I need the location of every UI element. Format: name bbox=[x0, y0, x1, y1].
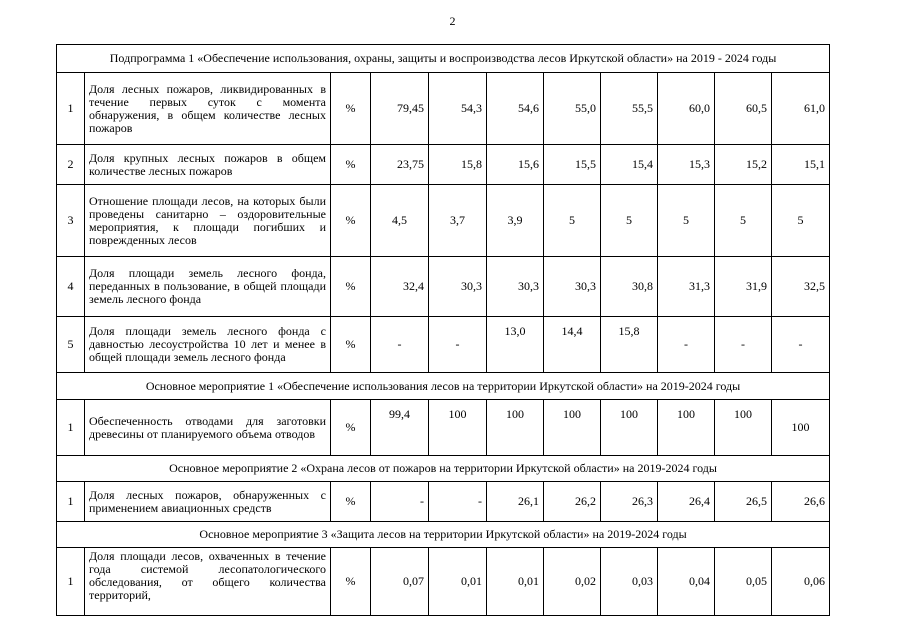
table-row bbox=[57, 185, 830, 257]
value-cell: 5 bbox=[601, 185, 658, 257]
unit-cell: % bbox=[331, 317, 371, 373]
unit-cell: % bbox=[331, 548, 371, 616]
indicator-description: Доля лесных пожаров, обнаруженных с применением авиационных средств bbox=[85, 482, 331, 522]
row-number: 5 bbox=[57, 317, 85, 373]
value-cell: 23,75 bbox=[371, 145, 429, 185]
activity1-header-row bbox=[57, 373, 830, 400]
row-number: 1 bbox=[57, 548, 85, 616]
row-number: 2 bbox=[57, 145, 85, 185]
value-cell: 54,6 bbox=[487, 73, 544, 145]
value-cell: 100 bbox=[601, 400, 658, 456]
value-cell: 15,8 bbox=[429, 145, 487, 185]
value-cell: 99,4 bbox=[371, 400, 429, 456]
value-cell: 26,1 bbox=[487, 482, 544, 522]
value-cell: 15,5 bbox=[544, 145, 601, 185]
value-cell: 100 bbox=[429, 400, 487, 456]
value-cell: - bbox=[772, 317, 830, 373]
value-cell: 60,0 bbox=[658, 73, 715, 145]
table-body bbox=[57, 45, 830, 616]
value-cell: 61,0 bbox=[772, 73, 830, 145]
value-cell: - bbox=[371, 482, 429, 522]
value-cell: 100 bbox=[772, 400, 830, 456]
subprogram-header-row bbox=[57, 45, 830, 73]
value-cell: 32,4 bbox=[371, 257, 429, 317]
value-cell: 3,7 bbox=[429, 185, 487, 257]
value-cell: 100 bbox=[658, 400, 715, 456]
value-cell: - bbox=[715, 317, 772, 373]
indicator-description: Отношение площади лесов, на которых были проведены санитарно – оздоровительные мероприятия, к площади погибших и поврежденных лесов bbox=[85, 185, 331, 257]
value-cell: 54,3 bbox=[429, 73, 487, 145]
value-cell: 0,04 bbox=[658, 548, 715, 616]
value-cell: 100 bbox=[544, 400, 601, 456]
value-cell: 100 bbox=[487, 400, 544, 456]
value-cell: 26,2 bbox=[544, 482, 601, 522]
table-row bbox=[57, 257, 830, 317]
value-cell: 5 bbox=[715, 185, 772, 257]
activity2-header-title: Основное мероприятие 2 «Охрана лесов от пожаров на территории Иркутской области» на 2019-2024 годы bbox=[57, 456, 830, 482]
value-cell: 15,3 bbox=[658, 145, 715, 185]
value-cell: 0,01 bbox=[487, 548, 544, 616]
value-cell: 0,03 bbox=[601, 548, 658, 616]
table-row bbox=[57, 548, 830, 616]
activity3-header-row bbox=[57, 522, 830, 548]
value-cell: 60,5 bbox=[715, 73, 772, 145]
indicator-description: Доля лесных пожаров, ликвидированных в течение первых суток с момента обнаружения, в общем количестве лесных пожаров bbox=[85, 73, 331, 145]
value-cell: 13,0 bbox=[487, 317, 544, 373]
value-cell: 3,9 bbox=[487, 185, 544, 257]
value-cell: 0,06 bbox=[772, 548, 830, 616]
unit-cell: % bbox=[331, 257, 371, 317]
value-cell: 15,8 bbox=[601, 317, 658, 373]
value-cell: 15,6 bbox=[487, 145, 544, 185]
table-row bbox=[57, 400, 830, 456]
value-cell: 30,3 bbox=[487, 257, 544, 317]
indicators-table bbox=[56, 44, 830, 616]
value-cell: 5 bbox=[544, 185, 601, 257]
unit-cell: % bbox=[331, 400, 371, 456]
value-cell: 30,8 bbox=[601, 257, 658, 317]
value-cell: 30,3 bbox=[544, 257, 601, 317]
row-number: 1 bbox=[57, 400, 85, 456]
value-cell: - bbox=[658, 317, 715, 373]
activity2-header-row bbox=[57, 456, 830, 482]
value-cell: - bbox=[429, 317, 487, 373]
subprogram-header-title: Подпрограмма 1 «Обеспечение использования, охраны, защиты и воспроизводства лесов Иркутской области» на 2019 - 2024 годы bbox=[57, 45, 830, 73]
value-cell: 31,3 bbox=[658, 257, 715, 317]
unit-cell: % bbox=[331, 185, 371, 257]
table-row bbox=[57, 317, 830, 373]
indicator-description: Доля площади земель лесного фонда с давностью лесоустройства 10 лет и менее в общей площади земель лесного фонда bbox=[85, 317, 331, 373]
value-cell: 26,5 bbox=[715, 482, 772, 522]
indicator-description: Доля крупных лесных пожаров в общем количестве лесных пожаров bbox=[85, 145, 331, 185]
row-number: 1 bbox=[57, 482, 85, 522]
value-cell: 26,4 bbox=[658, 482, 715, 522]
value-cell: 55,0 bbox=[544, 73, 601, 145]
value-cell: 100 bbox=[715, 400, 772, 456]
row-number: 1 bbox=[57, 73, 85, 145]
indicator-description: Доля площади лесов, охваченных в течение года системой лесопатологического обследования, от общего количества территорий, bbox=[85, 548, 331, 616]
value-cell: 5 bbox=[658, 185, 715, 257]
value-cell: 4,5 bbox=[371, 185, 429, 257]
indicator-description: Доля площади земель лесного фонда, переданных в пользование, в общей площади земель лесного фонда bbox=[85, 257, 331, 317]
value-cell: 55,5 bbox=[601, 73, 658, 145]
value-cell: 14,4 bbox=[544, 317, 601, 373]
value-cell: 79,45 bbox=[371, 73, 429, 145]
table-row bbox=[57, 73, 830, 145]
unit-cell: % bbox=[331, 145, 371, 185]
page-number: 2 bbox=[449, 14, 456, 28]
table-row bbox=[57, 482, 830, 522]
table-row bbox=[57, 145, 830, 185]
value-cell: 30,3 bbox=[429, 257, 487, 317]
value-cell: 32,5 bbox=[772, 257, 830, 317]
value-cell: - bbox=[429, 482, 487, 522]
value-cell: - bbox=[371, 317, 429, 373]
value-cell: 26,3 bbox=[601, 482, 658, 522]
value-cell: 5 bbox=[772, 185, 830, 257]
value-cell: 0,07 bbox=[371, 548, 429, 616]
value-cell: 15,4 bbox=[601, 145, 658, 185]
value-cell: 15,1 bbox=[772, 145, 830, 185]
value-cell: 0,05 bbox=[715, 548, 772, 616]
row-number: 4 bbox=[57, 257, 85, 317]
activity1-header-title: Основное мероприятие 1 «Обеспечение использования лесов на территории Иркутской области» на 2019-2024 годы bbox=[57, 373, 830, 400]
unit-cell: % bbox=[331, 482, 371, 522]
value-cell: 0,01 bbox=[429, 548, 487, 616]
value-cell: 15,2 bbox=[715, 145, 772, 185]
value-cell: 31,9 bbox=[715, 257, 772, 317]
activity3-header-title: Основное мероприятие 3 «Защита лесов на территории Иркутской области» на 2019-2024 годы bbox=[57, 522, 830, 548]
unit-cell: % bbox=[331, 73, 371, 145]
value-cell: 26,6 bbox=[772, 482, 830, 522]
indicator-description: Обеспеченность отводами для заготовки древесины от планируемого объема отводов bbox=[85, 400, 331, 456]
value-cell: 0,02 bbox=[544, 548, 601, 616]
row-number: 3 bbox=[57, 185, 85, 257]
